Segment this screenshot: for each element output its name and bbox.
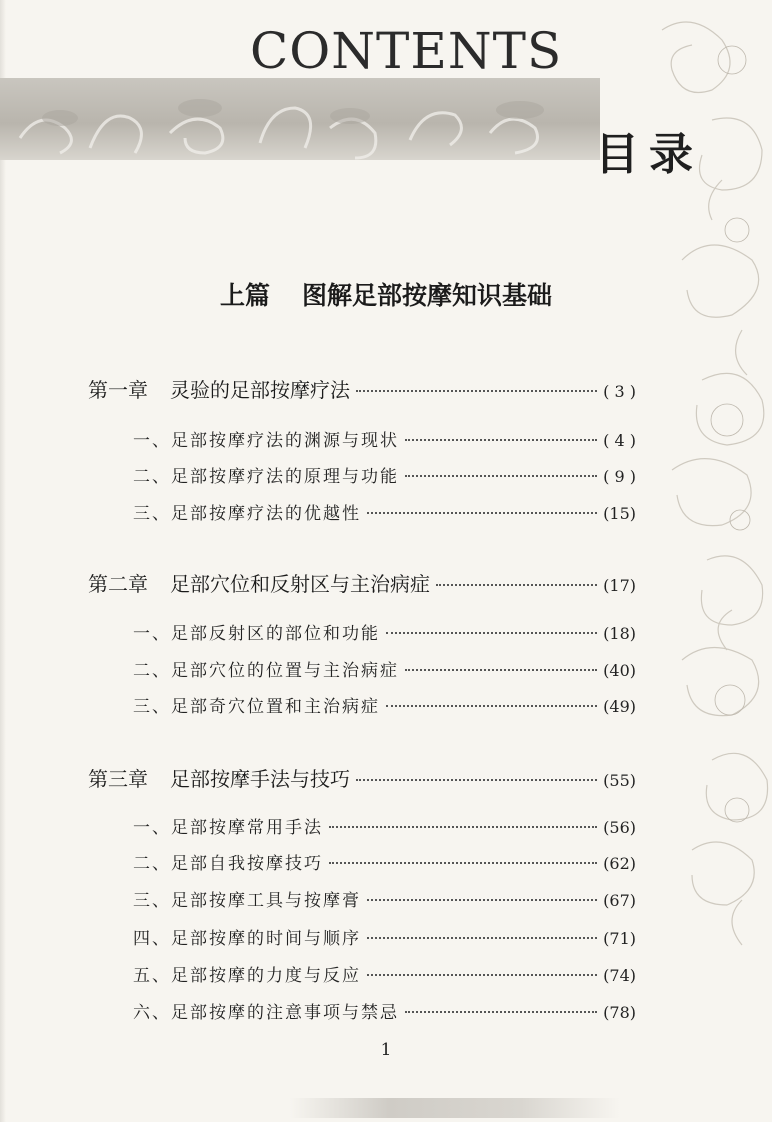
chapter-number: 第一章 xyxy=(88,378,148,402)
dot-leader xyxy=(405,475,597,477)
dot-leader xyxy=(367,974,597,976)
dot-leader xyxy=(436,584,597,586)
page-ref: (71) xyxy=(603,929,636,948)
toc-section[interactable] xyxy=(133,813,636,838)
toc-section[interactable] xyxy=(133,998,636,1023)
chapter-number: 第二章 xyxy=(88,572,148,596)
chapter-title: 足部穴位和反射区与主治病症 xyxy=(170,572,430,596)
part-subtitle: 图解足部按摩知识基础 xyxy=(302,281,553,310)
page-ref: (55) xyxy=(603,771,636,790)
dot-leader xyxy=(367,512,597,514)
section-title: 二、足部按摩疗法的原理与功能 xyxy=(133,467,399,487)
page-ref: (67) xyxy=(603,891,636,910)
section-title: 二、足部穴位的位置与主治病症 xyxy=(133,661,399,681)
page-ref: ( 4 ) xyxy=(603,431,636,450)
dot-leader xyxy=(386,632,597,634)
section-title: 二、足部自我按摩技巧 xyxy=(133,854,323,874)
section-title: 四、足部按摩的时间与顺序 xyxy=(133,929,361,949)
toc-section[interactable] xyxy=(133,462,636,487)
page-ref: (78) xyxy=(603,1003,636,1022)
dot-leader xyxy=(405,1011,597,1013)
chapter-title: 足部按摩手法与技巧 xyxy=(170,767,350,791)
page-ref: (17) xyxy=(603,576,636,595)
section-title: 一、足部按摩常用手法 xyxy=(133,818,323,838)
toc-section[interactable] xyxy=(133,961,636,986)
page-ref: ( 3 ) xyxy=(603,382,636,401)
page-ref: (74) xyxy=(603,966,636,985)
page-ref: (62) xyxy=(603,854,636,873)
dot-leader xyxy=(329,862,597,864)
section-title: 一、足部反射区的部位和功能 xyxy=(133,624,380,644)
page-ref: (49) xyxy=(603,697,636,716)
dot-leader xyxy=(367,899,597,901)
dot-leader xyxy=(386,705,597,707)
toc-chapter-1[interactable] xyxy=(88,374,636,403)
toc-section[interactable] xyxy=(133,656,636,681)
page-ref: (40) xyxy=(603,661,636,680)
toc-chapter-2[interactable] xyxy=(88,568,636,597)
page-number: 1 xyxy=(380,1040,392,1060)
page-ref: (15) xyxy=(603,504,636,523)
dot-leader xyxy=(367,937,597,939)
page-ref: ( 9 ) xyxy=(603,467,636,486)
section-title: 六、足部按摩的注意事项与禁忌 xyxy=(133,1003,399,1023)
contents-heading: CONTENTS xyxy=(250,22,563,80)
dot-leader xyxy=(329,826,597,828)
toc-section[interactable] xyxy=(133,619,636,644)
section-title: 三、足部奇穴位置和主治病症 xyxy=(133,697,380,717)
part-name: 上篇 xyxy=(219,281,270,310)
toc-heading-chinese: 目录 xyxy=(595,129,703,180)
toc-chapter-3[interactable] xyxy=(88,763,636,792)
toc-section[interactable] xyxy=(133,924,636,949)
toc-section[interactable] xyxy=(133,499,636,524)
dot-leader xyxy=(405,669,597,671)
toc-section[interactable] xyxy=(133,849,636,874)
dot-leader xyxy=(356,779,597,781)
dot-leader xyxy=(356,390,597,392)
toc-section[interactable] xyxy=(133,692,636,717)
section-title: 三、足部按摩工具与按摩膏 xyxy=(133,891,361,911)
section-title: 五、足部按摩的力度与反应 xyxy=(133,966,361,986)
chapter-title: 灵验的足部按摩疗法 xyxy=(170,378,350,402)
toc-section[interactable] xyxy=(133,426,636,451)
page-ref: (56) xyxy=(603,818,636,837)
chapter-number: 第三章 xyxy=(88,767,148,791)
page-ref: (18) xyxy=(603,624,636,643)
toc-section[interactable] xyxy=(133,886,636,911)
section-title: 一、足部按摩疗法的渊源与现状 xyxy=(133,431,399,451)
scan-artifact-strip xyxy=(290,1098,620,1118)
section-title: 三、足部按摩疗法的优越性 xyxy=(133,504,361,524)
dot-leader xyxy=(405,439,597,441)
